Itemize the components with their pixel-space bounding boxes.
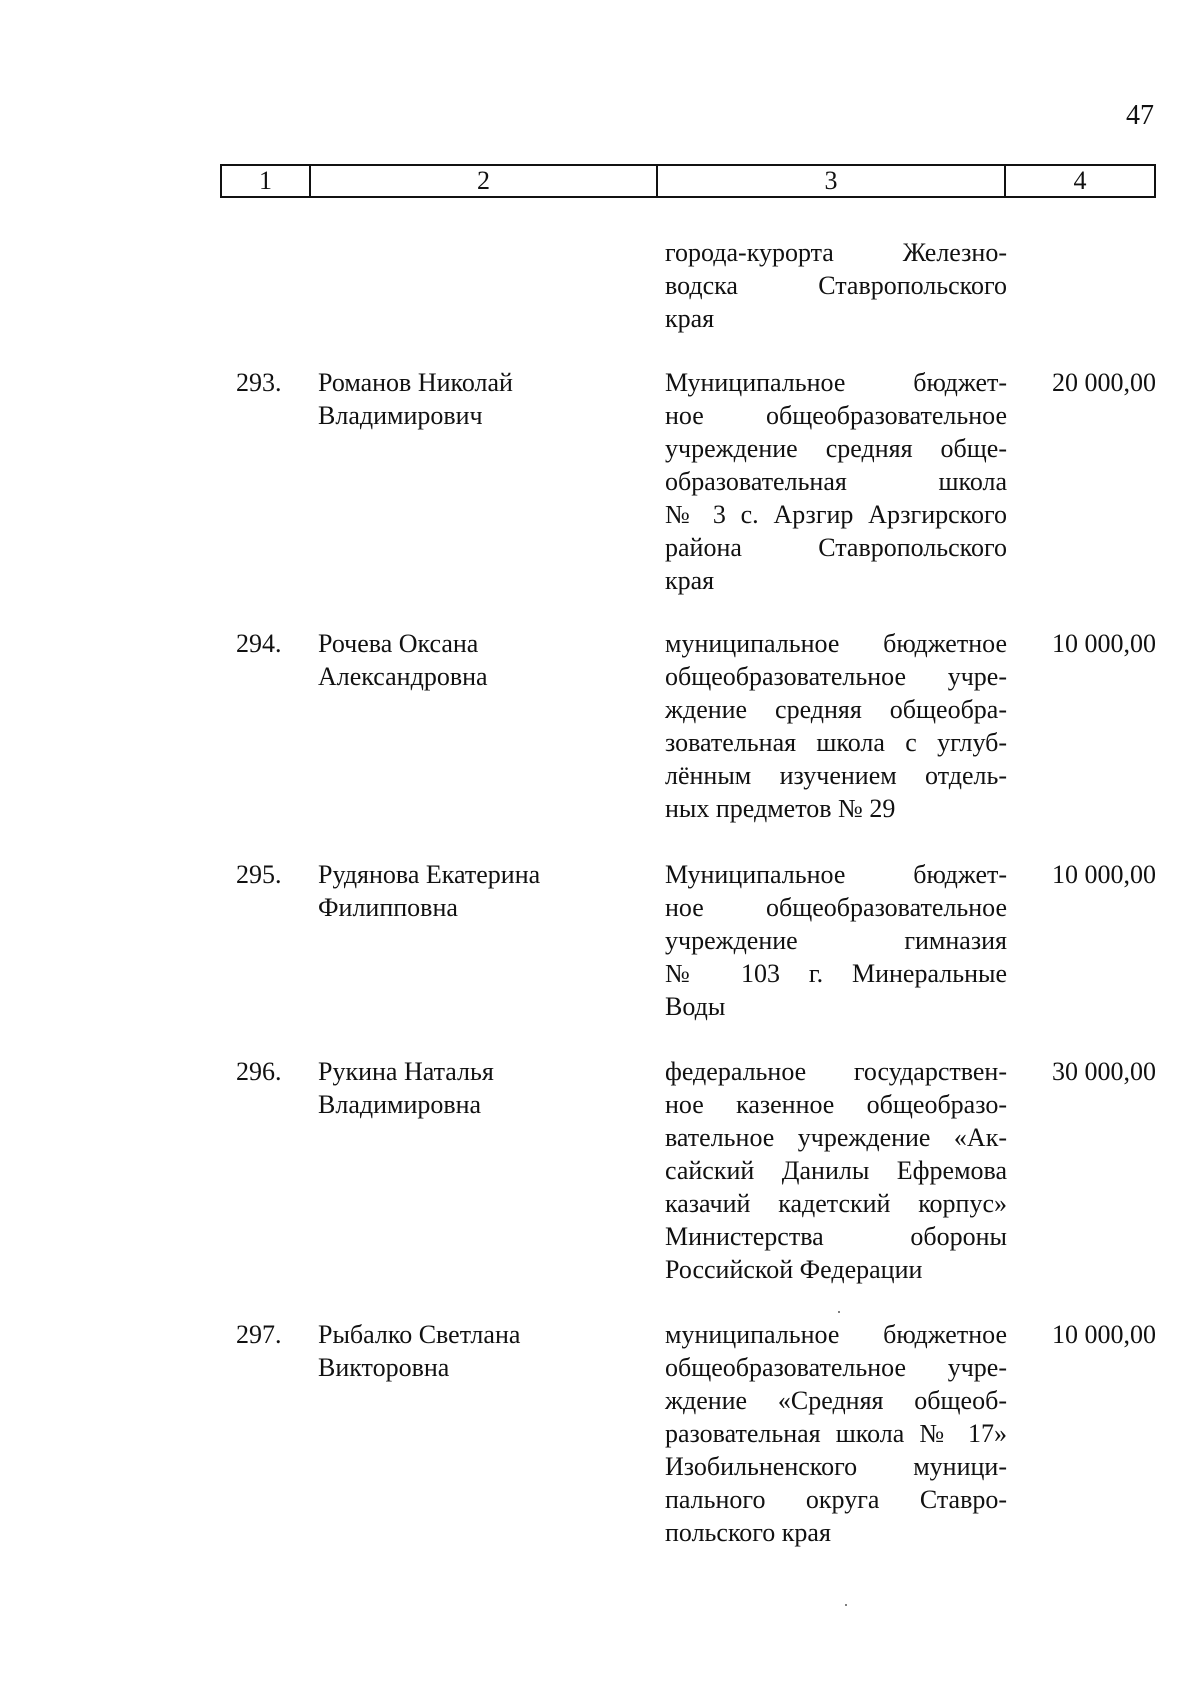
recipient-name xyxy=(318,366,618,432)
org-line: учреждение гимназия xyxy=(665,926,1007,955)
award-amount: 10 000,00 xyxy=(1052,1320,1156,1349)
org-line: общеобразовательное учре- xyxy=(665,1353,1007,1382)
organization xyxy=(665,858,1007,1023)
scan-speck xyxy=(838,1311,840,1313)
org-line: водска Ставропольского xyxy=(665,271,1007,300)
org-line: общеобразовательное учре- xyxy=(665,662,1007,691)
org-line: ное общеобразовательное xyxy=(665,401,1007,430)
recipient-name xyxy=(318,1055,618,1121)
continuation-org xyxy=(665,236,1007,335)
column-header-1: 1 xyxy=(222,166,311,196)
org-line: зовательная школа с углуб- xyxy=(665,728,1007,757)
org-line: Российской Федерации xyxy=(665,1255,923,1284)
row-number: 297. xyxy=(236,1320,282,1349)
organization xyxy=(665,366,1007,597)
row-number: 295. xyxy=(236,860,282,889)
column-header-3: 3 xyxy=(658,166,1006,196)
org-line: ждение средняя общеобра- xyxy=(665,695,1007,724)
org-line: № 3 с. Арзгир Арзгирского xyxy=(665,500,1007,529)
name-line: Филипповна xyxy=(318,893,458,922)
org-line: № 103 г. Минеральные xyxy=(665,959,1007,988)
org-line: Муниципальное бюджет- xyxy=(665,368,1007,397)
name-line: Рудянова Екатерина xyxy=(318,860,541,889)
org-line: района Ставропольского xyxy=(665,533,1007,562)
row-number: 293. xyxy=(236,368,282,397)
org-line: Муниципальное бюджет- xyxy=(665,860,1007,889)
name-line: Викторовна xyxy=(318,1353,450,1382)
page-number: 47 xyxy=(1126,100,1154,131)
org-line: муниципальное бюджетное xyxy=(665,629,1007,658)
org-line: лённым изучением отдель- xyxy=(665,761,1007,790)
org-line: вательное учреждение «Ак- xyxy=(665,1123,1007,1152)
org-line: ное общеобразовательное xyxy=(665,893,1007,922)
name-line: Рочева Оксана xyxy=(318,629,479,658)
org-line: пального округа Ставро- xyxy=(665,1485,1007,1514)
org-line: ждение «Средняя общеоб- xyxy=(665,1386,1007,1415)
org-line: ных предметов № 29 xyxy=(665,794,896,823)
org-line: учреждение средняя обще- xyxy=(665,434,1007,463)
name-line: Александровна xyxy=(318,662,488,691)
org-line: казачий кадетский корпус» xyxy=(665,1189,1007,1218)
org-line: Изобильненского муници- xyxy=(665,1452,1007,1481)
recipient-name xyxy=(318,1318,618,1384)
org-line: сайский Данилы Ефремова xyxy=(665,1156,1007,1185)
award-amount: 30 000,00 xyxy=(1052,1057,1156,1086)
award-amount: 10 000,00 xyxy=(1052,629,1156,658)
org-line: муниципальное бюджетное xyxy=(665,1320,1007,1349)
recipient-name xyxy=(318,627,618,693)
name-line: Владимировна xyxy=(318,1090,482,1119)
organization xyxy=(665,1318,1007,1549)
row-number: 294. xyxy=(236,629,282,658)
name-line: Рыбалко Светлана xyxy=(318,1320,521,1349)
organization xyxy=(665,627,1007,825)
column-header-4: 4 xyxy=(1073,166,1087,195)
org-line: Министерства обороны xyxy=(665,1222,1007,1251)
name-line: Владимирович xyxy=(318,401,483,430)
scan-speck xyxy=(845,1604,847,1606)
org-line: образовательная школа xyxy=(665,467,1007,496)
recipient-name xyxy=(318,858,618,924)
org-line: разовательная школа № 17» xyxy=(665,1419,1007,1448)
column-header-2: 2 xyxy=(311,166,658,196)
name-line: Романов Николай xyxy=(318,368,513,397)
organization xyxy=(665,1055,1007,1286)
org-line: ное казенное общеобразо- xyxy=(665,1090,1007,1119)
name-line: Рукина Наталья xyxy=(318,1057,494,1086)
org-line: польского края xyxy=(665,1518,831,1547)
org-line: края xyxy=(665,566,715,595)
org-line: края xyxy=(665,304,715,333)
award-amount: 20 000,00 xyxy=(1052,368,1156,397)
org-line: Воды xyxy=(665,992,726,1021)
org-line: федеральное государствен- xyxy=(665,1057,1007,1086)
org-line: города-курорта Железно- xyxy=(665,238,1007,267)
award-amount: 10 000,00 xyxy=(1052,860,1156,889)
row-number: 296. xyxy=(236,1057,282,1086)
